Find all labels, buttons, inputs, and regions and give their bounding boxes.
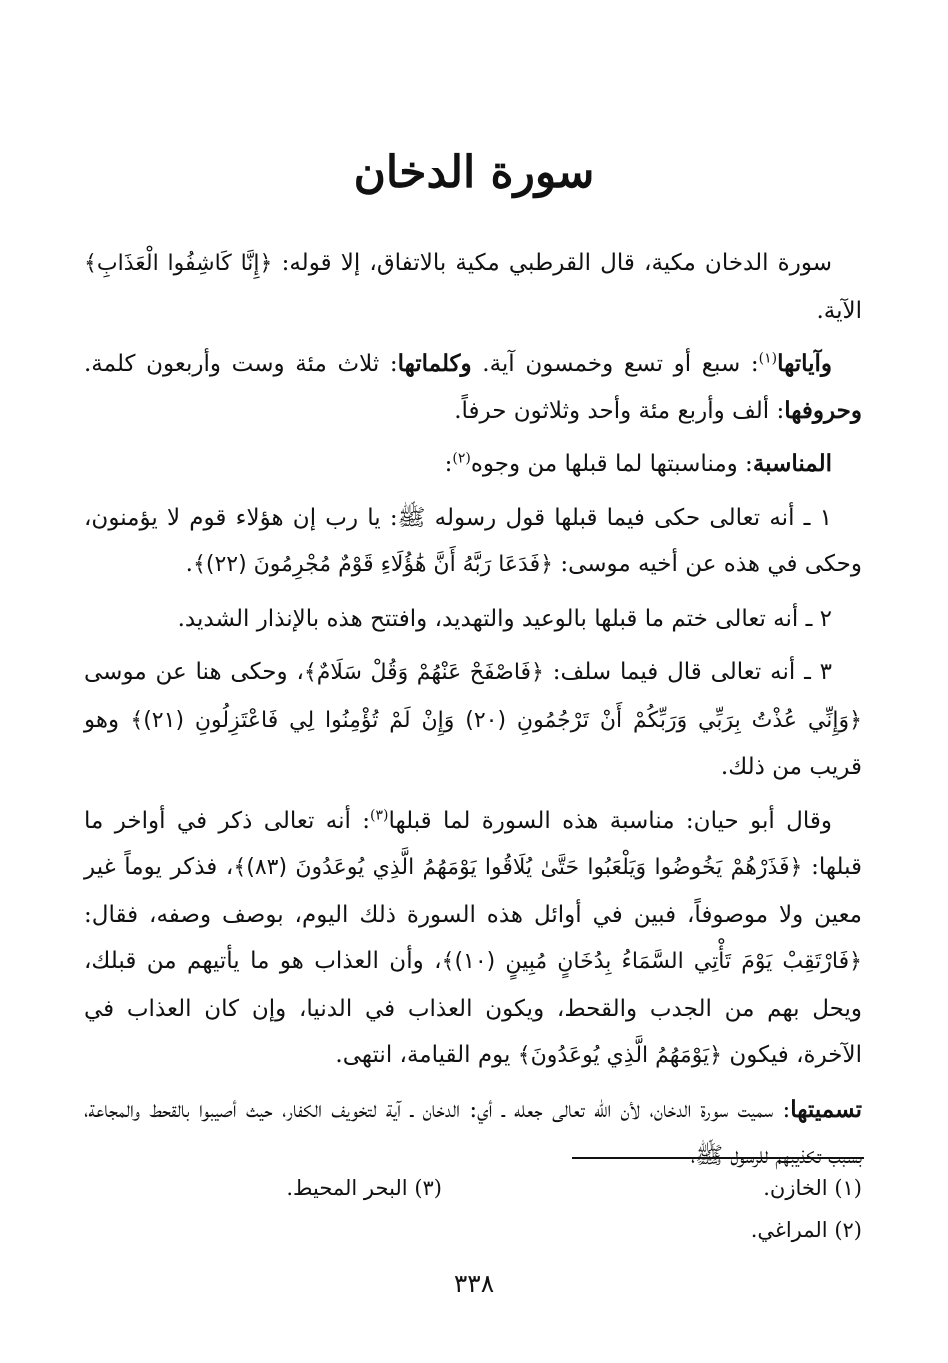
intro-text-1: سورة الدخان مكية، قال القرطبي مكية بالاتفاق، إلا قوله: [272,250,832,276]
point3-text-2: ، وحكى هنا عن موسى [84,659,304,685]
point3-text-3: وهو قريب من ذلك. [84,706,862,780]
paragraph-munasaba [84,441,862,488]
paragraph-intro [84,240,862,334]
paragraph-abu-hayyan [84,798,862,1080]
words-label: وكلماتها [397,350,472,377]
page-number: ٣٣٨ [453,1269,495,1298]
footnote-ref: (١) [758,350,778,367]
words-text: : ثلاث مئة وست وأربعون كلمة. [84,351,398,377]
munasaba-label: المناسبة [752,450,832,477]
main-text [84,240,862,1187]
surah-title: سورة الدخان [353,147,595,198]
abuhayyan-text-1: وقال أبو حيان: مناسبة هذه السورة لما قبلها [388,807,833,834]
paragraph-point-3 [84,649,862,791]
point2-text: ٢ ـ أنه تعالى ختم ما قبلها بالوعيد والتهديد، وافتتح هذه بالإنذار الشديد. [177,605,832,632]
paragraph-tasmiya [84,1087,862,1180]
quran-quote: ﴿يَوْمَهُمُ الَّذِي يُوعَدُونَ﴾ [517,1043,723,1068]
footnotes-row-2 [84,1210,862,1250]
abuhayyan-text-4: ، وأن العذاب هو ما يأتيهم من قبلك، ويحل بهم من الجدب والقحط، ويكون العذاب في الدنيا، وإن كان العذاب في الآخرة، فيكون [84,948,862,1068]
quran-quote: ﴿فَاصْفَحْ عَنْهُمْ وَقُلْ سَلَامٌ﴾ [303,660,544,685]
abuhayyan-text-2: : أنه تعالى ذكر في أواخر ما قبلها: [84,807,863,880]
footnote-ref: (٣) [370,806,389,823]
munasaba-text-2: : [444,451,453,477]
tasmiya-text: : سميت سورة الدخان، لأن الله تعالى جعله ـ أي: الدخان ـ آية لتخويف الكفار، حيث أصيبوا بالقحط والمجاعة، بسبب تكذيبهم للرسول ﷺ، [84,1096,862,1169]
footnote-1: (١) الخازن. [763,1176,862,1200]
abuhayyan-text-3: ، فذكر يوماً غير معين ولا موصوفاً، فبين في أوائل هذه السورة ذلك اليوم، بوصف وصفه، فقال: [84,854,862,928]
abuhayyan-text-5: يوم القيامة، انتهى. [335,1042,518,1068]
footnote-ref: (٢) [452,450,471,467]
intro-text-2: الآية. [816,297,862,324]
munasaba-text-1: : ومناسبتها لما قبلها من وجوه [470,451,753,477]
tasmiya-label: تسميتها [790,1095,862,1123]
footnote-divider [572,1157,864,1159]
quran-quote: ﴿فَارْتَقِبْ يَوْمَ تَأْتِي السَّمَاءُ بِدُخَانٍ مُبِينٍ (١٠)﴾ [441,949,862,974]
footnote-2: (٢) المراغي. [750,1218,862,1242]
quran-quote: ﴿وَإِنِّي عُذْتُ بِرَبِّي وَرَبِّكُمْ أَنْ تَرْجُمُونِ (٢٠) وَإِنْ لَمْ تُؤْمِنُوا لِي فَاعْتَزِلُونِ (٢١)﴾ [130,707,862,733]
point1-text-1: ١ ـ أنه تعالى حكى فيما قبلها قول رسوله ﷺ: يا رب إن هؤلاء قوم لا يؤمنون، وحكى في هذه عن أخيه موسى: [84,504,862,577]
paragraph-counts [84,341,862,434]
letters-text: : ألف وأربع مئة وأحد وثلاثون حرفاً. [454,397,785,424]
footnote-3: (٣) البحر المحيط. [286,1176,442,1200]
verses-text: : سبع أو تسع وخمسون آية. [471,351,759,377]
footnotes-row-1 [84,1168,862,1208]
quran-quote: ﴿فَدَعَا رَبَّهُ أَنَّ هَٰؤُلَاءِ قَوْمٌ مُجْرِمُونَ (٢٢)﴾ [192,552,554,577]
paragraph-point-2 [84,596,862,643]
quran-quote: ﴿إِنَّا كَاشِفُوا الْعَذَابِ﴾ [84,251,273,276]
paragraph-point-1 [84,495,862,589]
point1-text-2: . [185,551,193,577]
quran-quote: ﴿فَذَرْهُمْ يَخُوضُوا وَيَلْعَبُوا حَتَّىٰ يُلَاقُوا يَوْمَهُمُ الَّذِي يُوعَدُونَ (٨٣)﴾ [233,855,803,880]
point3-text-1: ٣ ـ أنه تعالى قال فيما سلف: [543,659,832,685]
letters-label: وحروفها [784,396,862,424]
verses-label: وآياتها [777,350,833,377]
